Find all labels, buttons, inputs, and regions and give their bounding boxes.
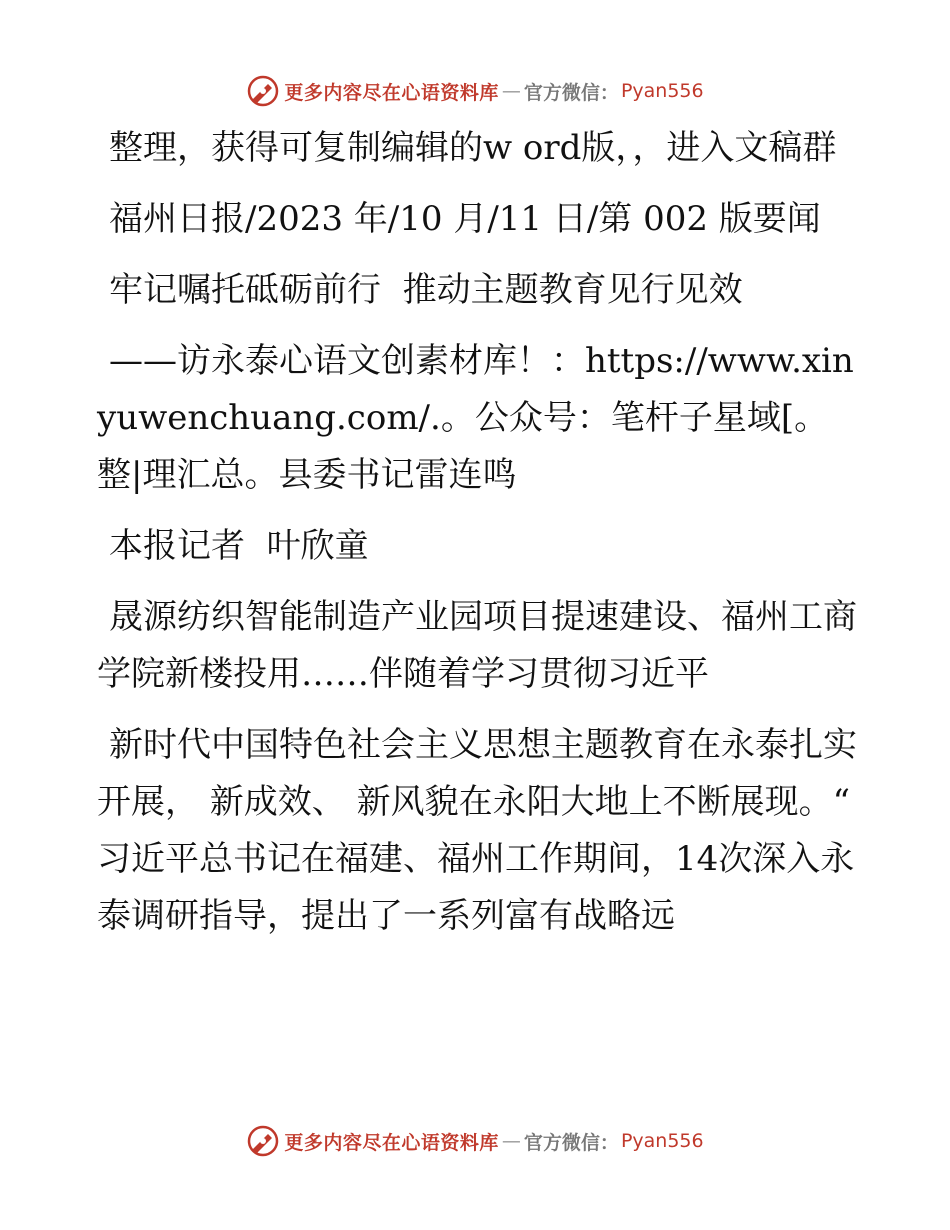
watermark-wechat-id: Pyan556: [620, 1130, 704, 1152]
paragraph-headline: 牢记嘱托砥砺前行 推动主题教育见行见效: [109, 270, 743, 310]
pen-nib-circle-icon: [246, 74, 280, 108]
watermark-official-label: 官方微信：: [523, 81, 619, 104]
paragraph-intro: 整理，获得可复制编辑的w ord版，，进入文稿群: [109, 128, 837, 168]
watermark-official-label: 官方微信：: [523, 1131, 619, 1154]
paragraph-subheadline: ——访永泰心语文创素材库！：https://www.xinyuwenchuang.com/.。公众号：笔杆子星域[。整|理汇总。县委书记雷连鸣: [97, 341, 854, 495]
watermark-separator: —: [501, 80, 521, 102]
watermark-title: 更多内容尽在心语资料库: [284, 1131, 499, 1154]
paragraph-body-2: 新时代中国特色社会主义思想主题教育在永泰扎实开展， 新成效、 新风貌在永阳大地上不断展现。“ 习近平总书记在福建、福州工作期间，14次深入永泰调研指导，提出了一系列富有战略远: [97, 725, 861, 936]
watermark-separator: —: [501, 1130, 521, 1152]
paragraph-source-line: 福州日报/2023 年/10 月/11 日/第 002 版要闻: [109, 199, 821, 239]
pen-nib-circle-icon: [246, 1124, 280, 1158]
watermark-wechat-id: Pyan556: [620, 80, 704, 102]
header-watermark: [0, 71, 950, 111]
watermark-title: 更多内容尽在心语资料库: [284, 81, 499, 104]
paragraph-byline: 本报记者 叶欣童: [109, 526, 369, 566]
document-body: [97, 120, 861, 959]
footer-watermark: [0, 1121, 950, 1161]
paragraph-body-1: 晟源纺织智能制造产业园项目提速建设、福州工商学院新楼投用……伴随着学习贯彻习近平: [97, 597, 857, 694]
